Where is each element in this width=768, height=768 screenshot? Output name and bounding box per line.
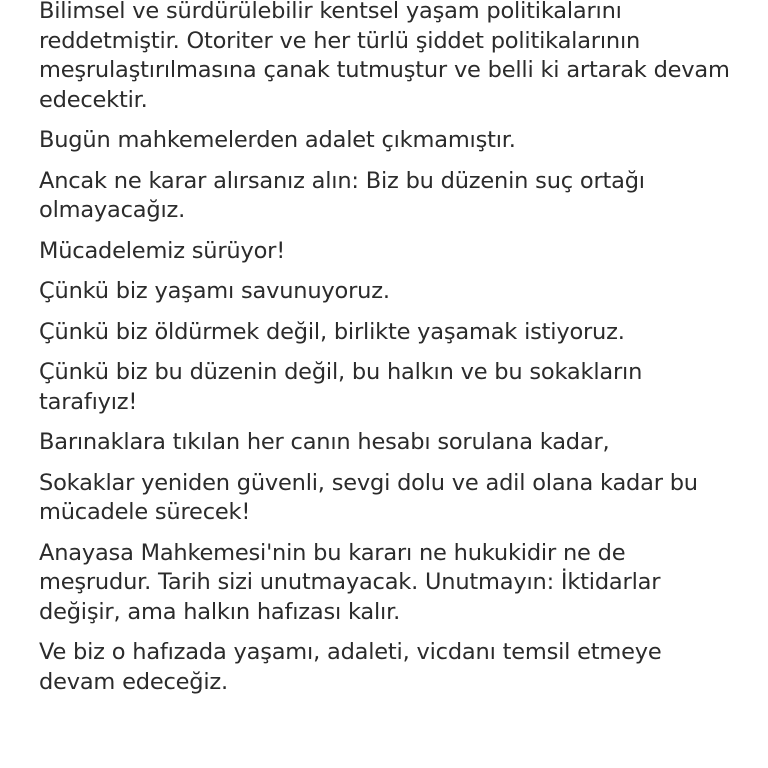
paragraph-2: Bugün mahkemelerden adalet çıkmamıştır. — [39, 127, 516, 153]
paragraph-1: Bilimsel ve sürdürülebilir kentsel yaşam politikalarını reddetmiştir. Otoriter ve her türlü şiddet politikalarının meşrulaştırılmasına çanak tutmuştur ve belli ki artarak devam edecektir. — [39, 0, 730, 113]
paragraph-9: Sokaklar yeniden güvenli, sevgi dolu ve adil olana kadar bu mücadele sürecek! — [39, 469, 698, 525]
paragraph-8: Barınaklara tıkılan her canın hesabı sorulana kadar, — [39, 429, 610, 455]
paragraph-10: Anayasa Mahkemesi'nin bu kararı ne hukukidir ne de meşrudur. Tarih sizi unutmayacak. Unutmayın: İktidarlar değişir, ama halkın hafızası kalır. — [39, 539, 661, 625]
paragraph-3: Ancak ne karar alırsanız alın: Biz bu düzenin suç ortağı olmayacağız. — [39, 167, 645, 223]
paragraph-5: Çünkü biz yaşamı savunuyoruz. — [39, 278, 390, 304]
statement-text-body — [39, 0, 739, 708]
paragraph-4: Mücadelemiz sürüyor! — [39, 237, 286, 264]
paragraph-11: Ve biz o hafızada yaşamı, adaleti, vicdanı temsil etmeye devam edeceğiz. — [39, 639, 662, 695]
paragraph-6: Çünkü biz öldürmek değil, birlikte yaşamak istiyoruz. — [39, 318, 625, 345]
paragraph-7: Çünkü biz bu düzenin değil, bu halkın ve bu sokakların tarafıyız! — [39, 359, 643, 415]
